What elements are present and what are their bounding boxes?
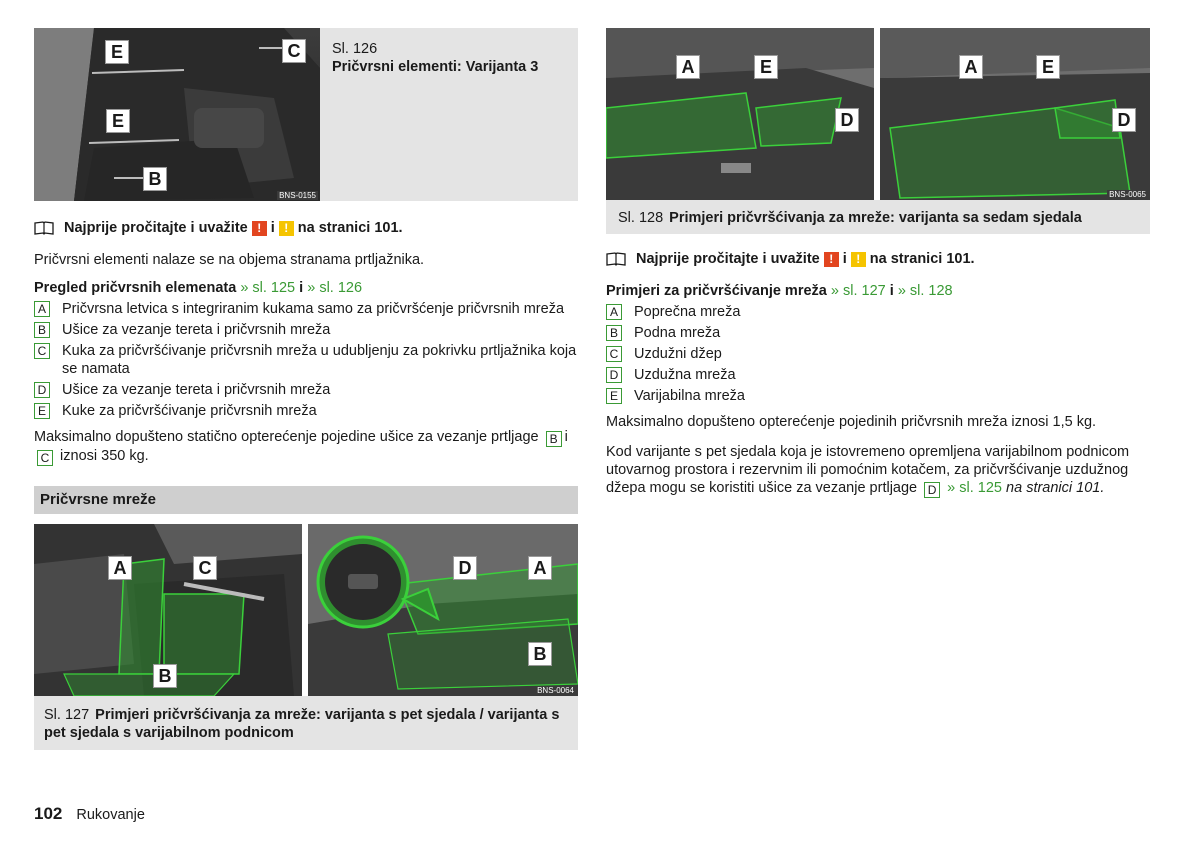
figure-title: Primjeri pričvršćivanja za mreže: varijanta sa sedam sjedala bbox=[669, 210, 1082, 226]
list-item bbox=[34, 342, 578, 378]
callout-A: A bbox=[676, 55, 700, 79]
max-load-text: Maksimalno dopušteno opterećenje pojedinih pričvrsnih mreža iznosi 1,5 kg. bbox=[606, 414, 1097, 430]
item-badge: C bbox=[34, 343, 50, 359]
item-text: Pričvrsna letvica s integriranim kukama samo za pričvršćenje pričvrsnih mreža bbox=[62, 301, 565, 317]
item-text: Ušice za vezanje tereta i pričvrsnih mreža bbox=[62, 382, 331, 398]
book-icon bbox=[606, 252, 626, 266]
right-column bbox=[606, 28, 1150, 498]
read-first-conj: i bbox=[842, 251, 847, 267]
read-first-text: Najprije pročitajte i uvažite bbox=[64, 220, 248, 236]
examples-conj: i bbox=[889, 283, 894, 299]
figure-link[interactable]: » sl. 125 bbox=[947, 480, 1002, 496]
warning-yellow-icon: ! bbox=[851, 252, 866, 267]
callout-A: A bbox=[528, 556, 552, 580]
figure-127 bbox=[34, 524, 578, 750]
item-text: Poprečna mreža bbox=[634, 304, 741, 320]
item-text: Varijabilna mreža bbox=[634, 388, 745, 404]
page-number: 102 bbox=[34, 804, 63, 823]
item-badge: D bbox=[924, 482, 940, 498]
examples-heading bbox=[606, 282, 1150, 300]
callout-E: E bbox=[754, 55, 778, 79]
callout-E: E bbox=[105, 40, 129, 64]
callout-A: A bbox=[959, 55, 983, 79]
examples-label: Primjeri za pričvršćivanje mreža bbox=[606, 283, 827, 299]
figure-label: Sl. 126 bbox=[332, 41, 378, 57]
page-footer bbox=[34, 805, 145, 824]
load-value: iznosi 350 kg. bbox=[60, 448, 149, 464]
figure-label: Sl. 127 bbox=[44, 707, 90, 723]
list-item bbox=[606, 387, 1150, 405]
callout-B: B bbox=[153, 664, 177, 688]
variant-body: Kod varijante s pet sjedala koja je istovremeno opremljena varijabilnom podnicom utovarnog prostora i rezervnim ili pomoćnim kotačem, za pričvršćivanje uzdužnog džepa mogu se koristiti ušice za vezanje prtljage bbox=[606, 444, 1130, 496]
load-text: Maksimalno dopušteno statično opterećenje pojedine ušice za vezanje prtljage bbox=[34, 429, 539, 445]
variant-page: na stranici 101. bbox=[1006, 480, 1105, 496]
figure-link[interactable]: » sl. 126 bbox=[307, 280, 363, 296]
list-item bbox=[34, 321, 578, 339]
figure-128 bbox=[606, 28, 1150, 234]
warning-red-icon: ! bbox=[252, 221, 267, 236]
callout-D: D bbox=[1112, 108, 1136, 132]
item-text: Kuke za pričvršćivanje pričvrsnih mreža bbox=[62, 403, 317, 419]
figure-link[interactable]: » sl. 127 bbox=[830, 283, 886, 299]
intro-text: Pričvrsni elementi nalaze se na objema stranama prtljažnika. bbox=[34, 252, 425, 268]
callout-E: E bbox=[1036, 55, 1060, 79]
figure-code: BNS-0155 bbox=[279, 191, 316, 200]
item-text: Podna mreža bbox=[634, 325, 721, 341]
callout-D: D bbox=[453, 556, 477, 580]
item-badge: A bbox=[606, 304, 622, 320]
left-column bbox=[34, 28, 578, 750]
figure-127-images bbox=[34, 524, 578, 696]
item-badge: C bbox=[37, 450, 53, 466]
figure-title: Primjeri pričvršćivanja za mreže: varijanta s pet sjedala / varijanta s pet sjedala s varijabilnom podnicom bbox=[44, 707, 560, 741]
warning-red-icon: ! bbox=[824, 252, 839, 267]
callout-A: A bbox=[108, 556, 132, 580]
item-text: Uzdužni džep bbox=[634, 346, 722, 362]
load-conj: i bbox=[564, 429, 568, 445]
read-first-page: na stranici 101. bbox=[297, 220, 403, 236]
item-badge: B bbox=[606, 325, 622, 341]
callout-C: C bbox=[193, 556, 217, 580]
figure-128-caption bbox=[606, 200, 1150, 234]
overview-conj: i bbox=[299, 280, 304, 296]
figure-link[interactable]: » sl. 125 bbox=[240, 280, 296, 296]
figure-127-caption bbox=[34, 696, 578, 750]
section-heading: Pričvrsne mreže bbox=[34, 486, 578, 514]
figure-127-image-left bbox=[34, 524, 302, 696]
item-badge: E bbox=[34, 403, 50, 419]
warning-yellow-icon: ! bbox=[279, 221, 294, 236]
overview-label: Pregled pričvrsnih elemenata bbox=[34, 280, 237, 296]
figure-126-caption bbox=[320, 28, 550, 201]
item-text: Uzdužna mreža bbox=[634, 367, 736, 383]
book-icon bbox=[34, 221, 54, 235]
figure-126-image bbox=[34, 28, 320, 201]
figure-label: Sl. 128 bbox=[618, 210, 664, 226]
item-badge: D bbox=[34, 382, 50, 398]
list-item bbox=[606, 366, 1150, 384]
nets-list bbox=[606, 303, 1150, 405]
figure-128-images bbox=[606, 28, 1150, 200]
read-first-conj: i bbox=[270, 220, 275, 236]
callout-E: E bbox=[106, 109, 130, 133]
figure-title: Pričvrsni elementi: Varijanta 3 bbox=[332, 59, 539, 75]
list-item bbox=[606, 324, 1150, 342]
list-item bbox=[34, 300, 578, 318]
item-badge: B bbox=[546, 431, 562, 447]
item-text: Kuka za pričvršćivanje pričvrsnih mreža u udubljenju za pokrivku prtljažnika koja se namata bbox=[62, 343, 577, 377]
overview-heading bbox=[34, 279, 578, 297]
callout-B: B bbox=[528, 642, 552, 666]
read-first-note bbox=[606, 250, 1150, 268]
figure-127-image-right bbox=[308, 524, 578, 696]
item-badge: E bbox=[606, 388, 622, 404]
item-badge: A bbox=[34, 301, 50, 317]
read-first-text: Najprije pročitajte i uvažite bbox=[636, 251, 820, 267]
chapter-title: Rukovanje bbox=[76, 807, 145, 823]
list-item bbox=[34, 381, 578, 399]
item-text: Ušice za vezanje tereta i pričvrsnih mreža bbox=[62, 322, 331, 338]
callout-B: B bbox=[143, 167, 167, 191]
elements-list bbox=[34, 300, 578, 420]
list-item bbox=[606, 303, 1150, 321]
read-first-page: na stranici 101. bbox=[869, 251, 975, 267]
figure-128-image-left bbox=[606, 28, 874, 200]
item-badge: D bbox=[606, 367, 622, 383]
item-badge: C bbox=[606, 346, 622, 362]
figure-code: BNS-0064 bbox=[537, 686, 574, 695]
figure-link[interactable]: » sl. 128 bbox=[897, 283, 953, 299]
list-item bbox=[606, 345, 1150, 363]
callout-D: D bbox=[835, 108, 859, 132]
callout-C: C bbox=[282, 39, 306, 63]
figure-128-image-right bbox=[880, 28, 1150, 200]
figure-code: BNS-0065 bbox=[1109, 190, 1146, 199]
list-item bbox=[34, 402, 578, 420]
figure-126 bbox=[34, 28, 578, 201]
static-load-text bbox=[34, 428, 578, 466]
item-badge: B bbox=[34, 322, 50, 338]
read-first-note bbox=[34, 219, 578, 237]
variant-text bbox=[606, 443, 1150, 498]
